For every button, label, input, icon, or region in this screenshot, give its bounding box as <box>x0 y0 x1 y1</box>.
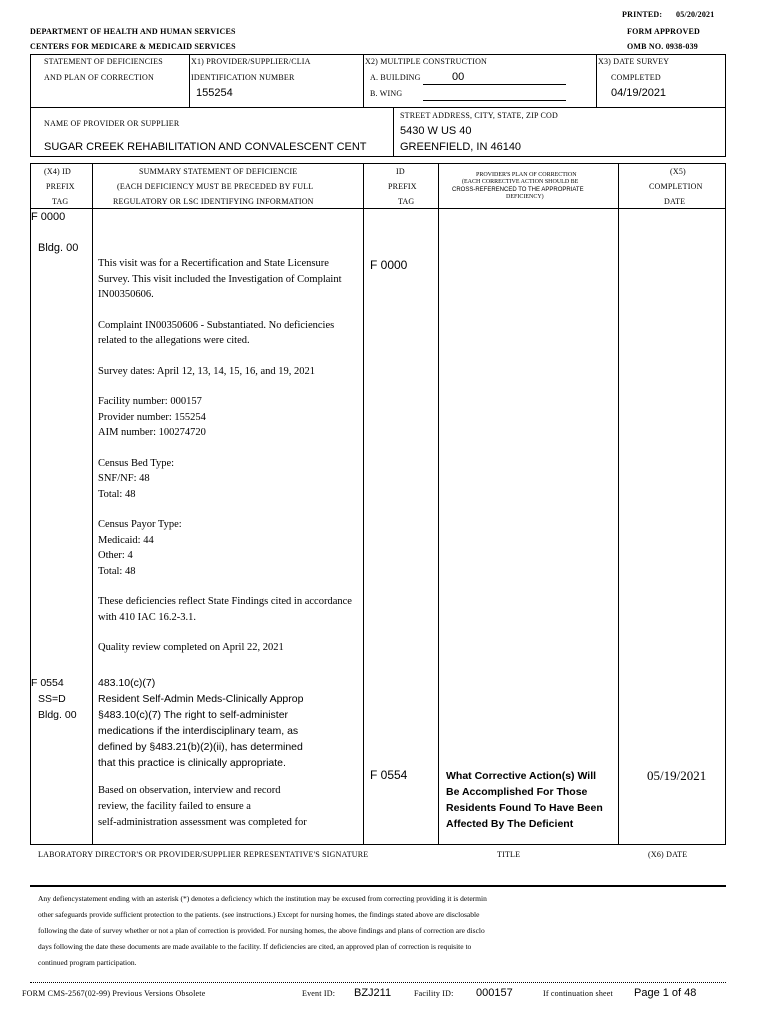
summary-paragraph: Total: 48 <box>98 565 136 577</box>
rule <box>393 107 394 156</box>
centers-name: CENTERS FOR MEDICARE & MEDICAID SERVICES <box>30 42 236 51</box>
summary-paragraph: Complaint IN00350606 - Substantiated. No deficiencies related to the allegations were cited. <box>98 319 335 346</box>
id-tag-f0000: F 0000 <box>370 258 408 272</box>
x2-label: X2) MULTIPLE CONSTRUCTION <box>365 57 488 66</box>
summary-paragraph: Census Payor Type: <box>98 519 182 530</box>
facility-id: 000157 <box>476 987 513 999</box>
facility-id-label: Facility ID: <box>414 989 454 998</box>
wing-label: B. WING <box>370 89 403 98</box>
f0554-line: 483.10(c)(7) <box>98 677 156 689</box>
x4-header-3: TAG <box>52 197 69 206</box>
statement-label-1: STATEMENT OF DEFICIENCIES <box>44 57 163 66</box>
address-line-1: 5430 W US 40 <box>400 125 472 137</box>
building-label: A. BUILDING <box>370 73 421 82</box>
rule <box>363 163 364 844</box>
tag-f0554: F 0554 <box>31 677 64 689</box>
bldg-label: Bldg. 00 <box>38 242 79 254</box>
footnote-line: continued program participation. <box>38 958 137 967</box>
f0554-text-block <box>98 675 303 771</box>
summary-paragraph: Census Bed Type: <box>98 457 175 469</box>
x5-header-1: (X5) <box>670 167 686 176</box>
provider-id-value: 155254 <box>196 87 233 99</box>
summary-paragraph: Total: 48 <box>98 488 136 500</box>
summary-header-1: SUMMARY STATEMENT OF DEFICIENCIE <box>139 167 298 176</box>
f0554-line: Resident Self-Admin Meds-Clinically Approp <box>98 693 304 705</box>
x6-date-label: (X6) DATE <box>648 850 688 859</box>
footnote-line: days following the date these documents are made available to the facility. If deficiencies are cited, an approved plan of correction is requisite to <box>38 942 472 951</box>
summary-paragraph: Other: 4 <box>98 550 133 561</box>
printed-label: PRINTED: <box>622 10 663 19</box>
scope-severity: SS=D <box>38 693 66 705</box>
id-header-1: ID <box>396 167 405 176</box>
based-line: review, the facility failed to ensure a <box>98 801 251 812</box>
plan-header-3: CROSS-REFERENCED TO THE APPROPRIATE <box>452 187 584 193</box>
title-label: TITLE <box>497 850 521 859</box>
rule <box>596 54 597 107</box>
based-line: Based on observation, interview and record <box>98 785 281 796</box>
wing-underline <box>423 100 566 101</box>
corrective-line: Affected By The Deficient <box>446 818 574 830</box>
id-header-3: TAG <box>398 197 415 206</box>
building-value: 00 <box>452 71 465 83</box>
rule <box>618 163 619 844</box>
x4-header-1: (X4) ID <box>44 167 71 176</box>
plan-header-2: (EACH CORRECTIVE ACTION SHOULD BE <box>462 179 579 185</box>
f0554-line: that this practice is clinically appropriate. <box>98 757 286 769</box>
form-number: FORM CMS-2567(02-99) Previous Versions Obsolete <box>22 989 206 998</box>
rule <box>363 54 364 107</box>
rule <box>30 982 726 983</box>
rule <box>30 163 726 164</box>
x1-label-2: IDENTIFICATION NUMBER <box>191 73 295 82</box>
rule <box>30 885 726 887</box>
survey-completed-date: 04/19/2021 <box>611 87 667 99</box>
event-id: BZJ211 <box>354 987 392 999</box>
summary-paragraph: Facility number: 000157 <box>98 396 202 407</box>
form-approved: FORM APPROVED <box>627 27 701 36</box>
rule <box>30 107 31 156</box>
based-line: self-administration assessment was completed for <box>98 817 307 828</box>
event-id-label: Event ID: <box>302 989 336 998</box>
summary-text-block <box>98 256 358 656</box>
continuation-label: If continuation sheet <box>543 989 613 998</box>
address-label: STREET ADDRESS, CITY, STATE, ZIP COD <box>400 111 558 120</box>
x3-label-1: X3) DATE SURVEY <box>598 57 670 66</box>
id-header-2: PREFIX <box>388 182 417 191</box>
plan-header-1: PROVIDER'S PLAN OF CORRECTION <box>476 172 577 178</box>
id-tag-f0554: F 0554 <box>370 768 408 782</box>
signature-label: LABORATORY DIRECTOR'S OR PROVIDER/SUPPLIER REPRESENTATIVE'S SIGNATURE <box>38 850 369 859</box>
corrective-action-block <box>446 768 603 832</box>
department-name: DEPARTMENT OF HEALTH AND HUMAN SERVICES <box>30 27 236 36</box>
summary-paragraph: This visit was for a Recertification and State Licensure Survey. This visit included the Investigation of Complaint IN00350606. <box>98 258 342 300</box>
rule <box>189 54 190 107</box>
rule <box>30 208 726 209</box>
summary-paragraph: Survey dates: April 12, 13, 14, 15, 16, and 19, 2021 <box>98 365 315 377</box>
rule <box>30 107 726 108</box>
bldg-label-f0554: Bldg. 00 <box>38 709 77 721</box>
f0554-line: §483.10(c)(7) The right to self-administer <box>98 709 289 721</box>
x1-label-1: X1) PROVIDER/SUPPLIER/CLIA <box>191 57 311 66</box>
corrective-line: Be Accomplished For Those <box>446 786 588 798</box>
rule <box>30 54 31 107</box>
summary-paragraph: Provider number: 155254 <box>98 411 206 423</box>
based-on-block <box>98 783 307 831</box>
statement-label-2: AND PLAN OF CORRECTION <box>44 73 154 82</box>
omb-number: OMB NO. 0938-039 <box>627 42 698 51</box>
building-underline <box>423 84 566 85</box>
footnote-block <box>38 891 487 971</box>
address-line-2: GREENFIELD, IN 46140 <box>400 141 522 153</box>
provider-name: SUGAR CREEK REHABILITATION AND CONVALESCENT CENT <box>44 141 367 153</box>
summary-paragraph: AIM number: 100274720 <box>98 427 206 438</box>
rule <box>438 163 439 844</box>
summary-paragraph: SNF/NF: 48 <box>98 473 150 484</box>
x5-header-3: DATE <box>664 197 686 206</box>
printed-date: 05/20/2021 <box>676 10 715 19</box>
rule <box>725 163 726 844</box>
summary-paragraph: These deficiencies reflect State Findings cited in accordance with 410 IAC 16.2-3.1. <box>98 596 352 623</box>
summary-header-3: REGULATORY OR LSC IDENTIFYING INFORMATION <box>113 197 314 206</box>
plan-header-4: DEFICIENCY) <box>506 194 544 200</box>
footnote-line: other safeguards provide sufficient protection to the patients. (see instructions.) Except for nursing homes, the findings stated above are disclosable <box>38 910 480 919</box>
summary-paragraph: Quality review completed on April 22, 2021 <box>98 642 284 653</box>
rule <box>30 156 726 157</box>
f0554-line: medications if the interdisciplinary team, as <box>98 725 299 737</box>
x4-header-2: PREFIX <box>46 182 75 191</box>
completion-date: 05/19/2021 <box>647 768 707 783</box>
page-number: Page 1 of 48 <box>634 987 697 999</box>
x5-header-2: COMPLETION <box>649 182 703 191</box>
tag-f0000: F 0000 <box>31 211 66 223</box>
corrective-line: What Corrective Action(s) Will <box>446 770 597 782</box>
rule <box>30 844 726 845</box>
footnote-line: Any defiencystatement ending with an asterisk (*) denotes a deficiency which the institution may be excused from correcting providing it is determin <box>38 894 487 903</box>
rule <box>725 54 726 107</box>
footnote-line: following the date of survey whether or not a plan of correction is provided. For nursing homes, the above findings and plans of correction are disclo <box>38 926 485 935</box>
rule <box>30 54 726 55</box>
provider-name-label: NAME OF PROVIDER OR SUPPLIER <box>44 119 180 128</box>
summary-header-2: (EACH DEFICIENCY MUST BE PRECEDED BY FULL <box>117 182 314 191</box>
summary-paragraph: Medicaid: 44 <box>98 534 154 546</box>
rule <box>92 163 93 844</box>
rule <box>725 107 726 156</box>
f0554-line: defined by §483.21(b)(2)(ii), has determined <box>98 741 303 753</box>
rule <box>30 163 31 844</box>
x3-label-2: COMPLETED <box>611 73 661 82</box>
corrective-line: Residents Found To Have Been <box>446 802 603 814</box>
